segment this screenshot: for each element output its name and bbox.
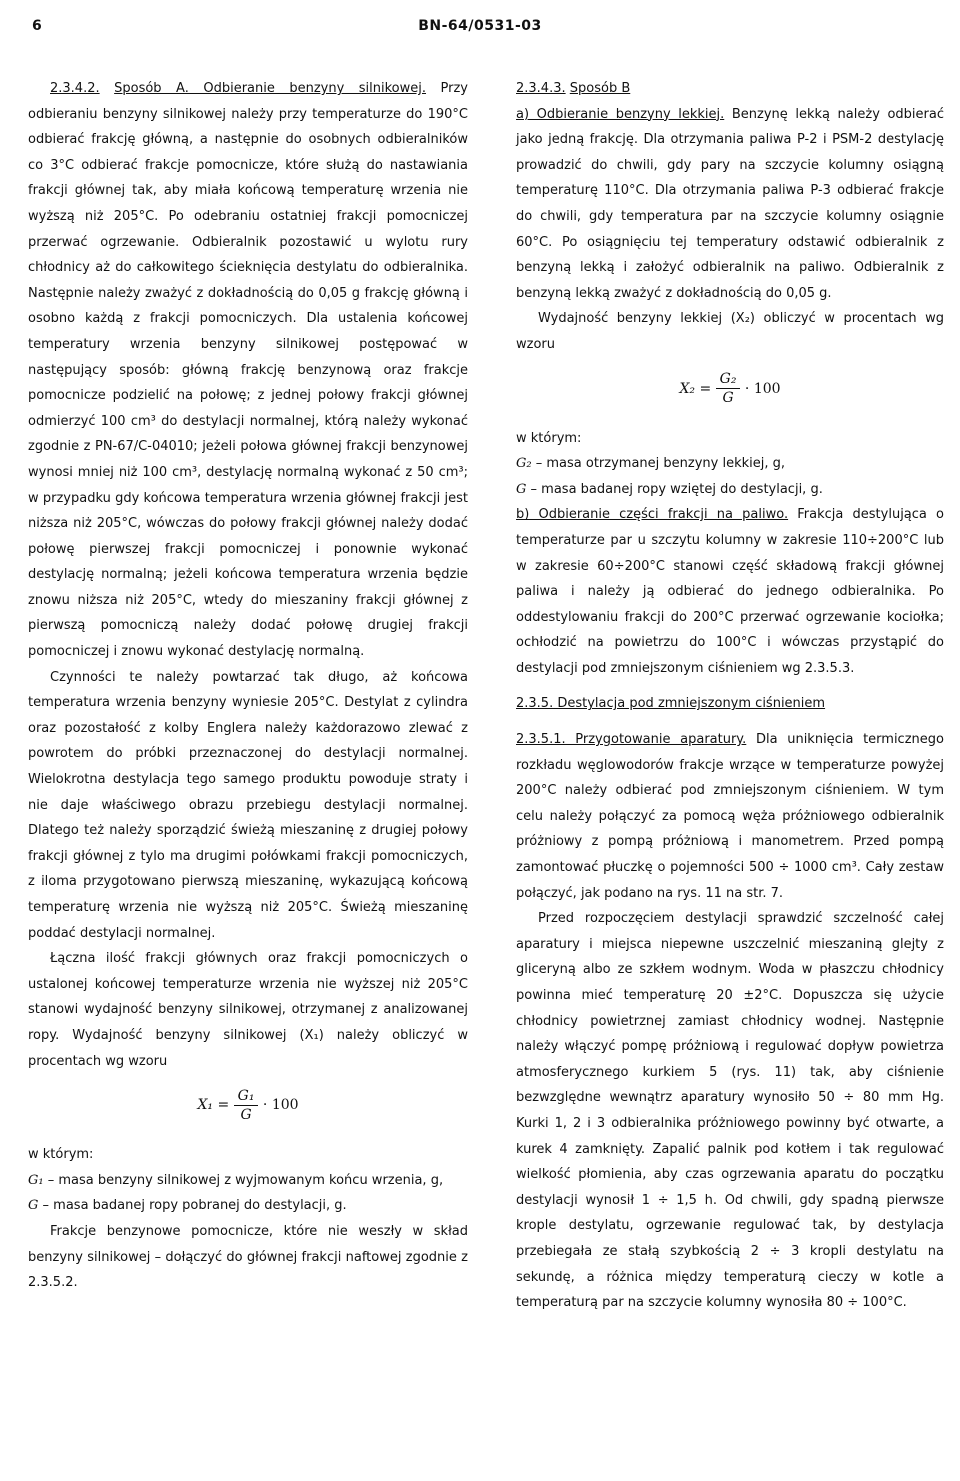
definition-g [28,1193,468,1219]
left-column [28,76,468,1296]
formula-x2-numerator: G₂ [716,370,741,389]
section-2351-paragraph [516,727,944,906]
document-id: BN-64/0531-03 [418,18,542,34]
where-label-right: w którym: [516,430,582,446]
auxiliary-fractions-paragraph: Frakcje benzynowe pomocnicze, które nie weszły w skład benzyny silnikowej – dołączyć do głównej frakcji naftowej zgodnie z 2.3.5.2. [28,1223,468,1291]
section-2342-title: Sposób A. Odbieranie benzyny silnikowej. [114,81,427,96]
section-2351-text: Dla uniknięcia termicznego rozkładu węglowodorów frakcje wrzące w temperaturze powyżej 200°C należy odbierać pod zmniejszonym ciśnieniem. W tym celu należy połączyć za pomocą węża próżniowego odbieralnik próżniowy z pompą próżniową i manometrem. Przed pompą zamontować płuczkę o pojemności 500 ÷ 1000 cm³. Cały zestaw połączyć, jak podano na rys. 11 na str. 7. [516,732,944,901]
section-2351-label: 2.3.5.1. Przygotowanie aparatury. [516,732,747,748]
definition-g2-symbol: G₂ [516,456,532,472]
formula-x1-fraction [234,1087,259,1124]
formula-x2 [516,362,944,416]
fuel-fraction-label: b) Odbieranie części frakcji na paliwo. [516,507,789,523]
definition-g2 [516,451,944,477]
light-gasoline-paragraph [516,102,944,307]
section-2342-paragraph [28,76,468,665]
definition-g2-text: – masa otrzymanej benzyny lekkiej, g, [535,456,786,472]
section-2342-number: 2.3.4.2. [50,81,100,96]
right-column [516,76,944,1316]
section-2343-title: Sposób B [569,81,631,96]
page-header [0,18,960,44]
definition-g-text: – masa badanej ropy pobranej do destylacji, g. [42,1198,347,1214]
page-number: 6 [32,18,42,34]
formula-x1-denominator: G [240,1106,252,1123]
definition-g-right-symbol: G [516,481,527,497]
formula-x2-fraction [716,370,741,407]
apparatus-check-paragraph: Przed rozpoczęciem destylacji sprawdzić szczelność całej aparatury i miejsca niepewne uszczelnić mieszaniną glejty z gliceryną albo ze szkłem wodnym. Woda w płaszczu chłodnicy powinna mieć temperaturę 20 ±2°C. Dopuszcza się użycie chłodnicy powietrznej zamiast chłodnicy wodnej. Następnie należy włączyć pompę próżniową i regulować dopływ powietrza atmosferycznego kurkiem 5 (rys. 11) tak, aby ciśnienie bezwzględne wewnątrz aparatury wynosiło 50 ÷ 80 mm Hg. Kurki 1, 2 i 3 odbieralnika próżniowego powinny być otwarte, a kurek 4 zamknięty. Zapalić palnik pod kotłem i tak regulować wielkość płomienia, aby czas ogrzewania aparatu do początku destylacji wynosił 1 ÷ 1,5 h. Od chwili, gdy spadną pierwsze krople destylatu, ogrzewanie regulować tak, by destylacja przebiegała ze stałą szybkością 2 ÷ 3 kropli destylatu na sekundę, a różnica między temperaturą cieczy w kotle a temperaturą par na szczycie kolumny wynosiła 80 ÷ 100°C. [516,911,944,1311]
spacer [516,681,944,691]
formula-x2-denominator: G [722,390,734,407]
where-label: w którym: [28,1147,94,1163]
section-2343-number: 2.3.4.3. [516,81,566,96]
repeat-paragraph: Czynności te należy powtarzać tak długo, aż końcowa temperatura wrzenia benzyny wyniesie 205°C. Destylat z cylindra oraz pozostałość z kolby Englera należy każdorazowo zlewać z powrotem do próbki przeznaczonej do destylacji normalnej. Wielokrotna destylacja tego samego produktu powoduje straty i nie daje właściwego obrazu przebiegu destylacji normalnej. Dlatego też należy sporządzić świeżą mieszaninę z drugiej połowy frakcji głównej z tylo ma drugimi połówkami frakcji pomocniczych, z iloma przygotowano pierwszą mieszaninę, wykazującą końcową temperaturę wrzenia nie wyższą niż 205°C. Świeżą mieszaninę poddać destylacji normalnej. [28,669,468,941]
fuel-fraction-paragraph [516,502,944,681]
formula-x2-lhs: X₂ = [679,380,712,397]
definition-g1 [28,1168,468,1194]
section-235-heading: 2.3.5. Destylacja pod zmniejszonym ciśnieniem [516,696,826,712]
yield-paragraph: Łączna ilość frakcji głównych oraz frakcji pomocniczych o ustalonej końcowej temperaturze wrzenia nie wyższej niż 205°C stanowi wydajność benzyny silnikowej, otrzymanej z analizowanej ropy. Wydajność benzyny silnikowej (X₁) należy obliczyć w procentach wg wzoru [28,951,468,1069]
fuel-fraction-text: Frakcja destylująca o temperaturze par u szczytu kolumny w zakresie 110÷200°C lub w zakresie 60÷200°C stanowi część składową frakcji głównej paliwa i należy ją odbierać do jednego odbieralnika. Po oddestylowaniu frakcji do 200°C przerwać ogrzewanie kociołka; ochłodzić na powietrzu do 100°C i wówczas przystąpić do destylacji pod zmniejszonym ciśnieniem wg 2.3.5.3. [516,507,945,676]
definition-g-right [516,477,944,503]
definition-g-right-text: – masa badanej ropy wziętej do destylacji, g. [530,481,823,497]
definition-g1-text: – masa benzyny silnikowej z wyjmowanym końcu wrzenia, g, [47,1172,444,1188]
spacer [516,717,944,727]
section-2342-text: Przy odbieraniu benzyny silnikowej należy przy temperaturze do 190°C odbierać frakcję główną, a następnie do osobnych odbieralników co 3°C odbierać frakcje pomocnicze, które służą do nastawiania frakcji głównej tak, aby miała końcową temperaturę wrzenia nie wyższą niż 205°C. Po odebraniu ostatniej frakcji pomocniczej przerwać ogrzewanie. Odbieralnik pozostawić u wylotu rury chłodnicy aż do całkowitego ścieknięcia destylatu do odbieralnika. Następnie należy zważyć z dokładnością do 0,05 g frakcję główną i osobno każdą z frakcji pomocniczych. Dla ustalenia końcowej temperatury wrzenia benzyny silnikowej postępować w następujący sposób: główną frakcję benzynową oraz frakcje pomocnicze podzielić na połowę; z jednej połowy frakcji głównej odmierzyć 100 cm³ do destylacji normalnej, którą należy wykonać zgodnie z PN-67/C-04010; jeżeli połowa głównej frakcji benzynowej wynosi mniej niż 100 cm³, destylację normalną wykonać z 50 cm³; w przypadku gdy końcowa temperatura wrzenia głównej frakcji jest niższa niż 205°C, wówczas do połowy frakcji głównej należy dodać połowę pierwszej frakcji pomocniczej i ponownie wykonać destylację normalną; jeżeli końcowa temperatura wrzenia będzie znowu niższa niż 205°C, wtedy do mieszaniny frakcji głównej z pierwszą pomocniczą należy dodać połowę drugiej frakcji pomocniczej i znowu wykonać destylację normalną. [28,81,468,660]
yield-x2-paragraph: Wydajność benzyny lekkiej (X₂) obliczyć w procentach wg wzoru [516,311,944,352]
formula-x1-numerator: G₁ [234,1087,259,1106]
section-2343-heading [516,76,944,102]
formula-x1-rhs: · 100 [262,1097,299,1114]
definition-g1-symbol: G₁ [28,1172,44,1188]
light-gasoline-label: a) Odbieranie benzyny lekkiej. [516,106,725,122]
formula-x2-rhs: · 100 [744,380,781,397]
formula-x1-lhs: X₁ = [197,1097,230,1114]
light-gasoline-text: Benzynę lekką należy odbierać jako jedną frakcję. Dla otrzymania paliwa P-2 i PSM-2 destylację prowadzić do chwili, gdy pary na szczycie kolumny osiągną temperaturę 110°C. Dla otrzymania paliwa P-3 odbierać frakcje do chwili, gdy temperatura par na szczycie kolumny osiągnie 60°C. Po osiągnięciu tej temperatury odstawić odbieralnik z benzyną lekką i założyć odbieralnik na paliwo. Odbieralnik z benzyną lekką zważyć z dokładnością do 0,05 g. [516,106,944,301]
formula-x1 [28,1078,468,1132]
definition-g-symbol: G [28,1198,39,1214]
